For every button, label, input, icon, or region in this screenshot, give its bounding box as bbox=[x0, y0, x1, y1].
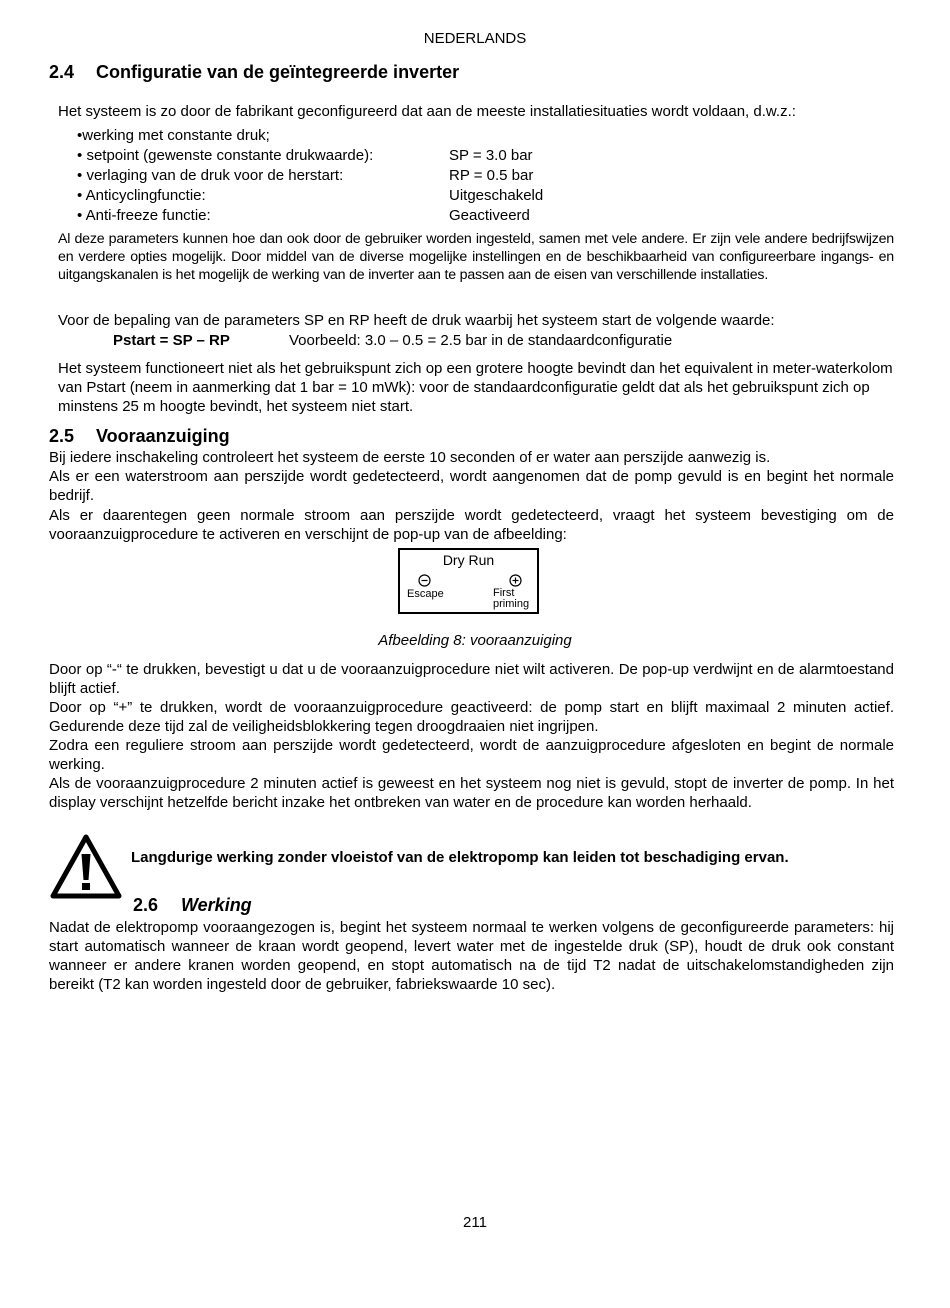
section-heading-2-5 bbox=[49, 426, 230, 447]
list-item-label: Anticyclingfunctie: bbox=[85, 187, 206, 204]
dry-run-popup bbox=[398, 548, 539, 614]
list-item-value: Uitgeschakeld bbox=[449, 187, 544, 204]
section-heading-2-4 bbox=[49, 62, 459, 83]
warning-triangle-icon bbox=[50, 834, 122, 900]
list-item-label: setpoint (gewenste constante drukwaarde): bbox=[86, 147, 374, 164]
list-item-label: Anti-freeze functie: bbox=[85, 207, 211, 224]
popup-escape-label: Escape bbox=[407, 588, 444, 600]
pstart-example: Voorbeeld: 3.0 – 0.5 = 2.5 bar in de standaardconfiguratie bbox=[289, 332, 673, 349]
list-item-value: SP = 3.0 bar bbox=[449, 147, 533, 164]
paragraph: Nadat de elektropomp vooraangezogen is, begint het systeem normaal te werken volgens de geconfigureerde parameters: hij start automatisch wanneer de kraan wordt geopend, levert water met de ingestelde druk (SP), houdt de druk ook constant wanneer er andere kranen worden geopend, en stopt automatisch na de tijd T2 nadat de uitschakelomstandigheden zijn bereikt (T2 kan worden ingesteld door de gebruiker, fabriekswaarde 10 sec). bbox=[49, 919, 894, 993]
section-title: Vooraanzuiging bbox=[96, 426, 230, 446]
bullet: • bbox=[77, 127, 83, 144]
paragraph: Bij iedere inschakeling controleert het systeem de eerste 10 seconden of er water aan perszijde aanwezig is. bbox=[49, 449, 771, 466]
paragraph: Als er een waterstroom aan perszijde wordt gedetecteerd, wordt aangenomen dat de pomp gevuld is en begint het normale bedrijf. bbox=[49, 468, 894, 504]
list-item bbox=[77, 186, 544, 206]
list-item-value: RP = 0.5 bar bbox=[449, 167, 534, 184]
bullet: • bbox=[77, 167, 83, 184]
page-number: 211 bbox=[463, 1214, 487, 1231]
popup-label-line: First bbox=[493, 587, 515, 599]
section-number: 2.5 bbox=[49, 426, 75, 446]
warning-text: Langdurige werking zonder vloeistof van de elektropomp kan leiden tot beschadiging ervan. bbox=[131, 849, 789, 866]
page-header: NEDERLANDS bbox=[423, 30, 527, 47]
list-item bbox=[77, 146, 533, 166]
paragraph: Als de vooraanzuigprocedure 2 minuten actief is geweest en het systeem nog niet is gevuld, stopt de inverter de pomp. In het display verschijnt hetzelfde bericht inzake het ontbreken van water en de procedure kan worden herhaald. bbox=[49, 775, 894, 811]
intro-paragraph: Het systeem is zo door de fabrikant geconfigureerd dat aan de meeste installatiesituaties wordt voldaan, d.w.z.: bbox=[58, 103, 796, 120]
bullet: • bbox=[77, 207, 83, 224]
section-heading-2-6 bbox=[133, 895, 252, 916]
bullet: • bbox=[77, 147, 83, 164]
paragraph: Door op “+” te drukken, wordt de vooraanzuigprocedure geactiveerd: de pomp start en blijft maximaal 2 minuten actief. Gedurende deze tijd zal de veiligheidsblokkering tegen droogdraaien niet ingrijpen. bbox=[49, 699, 894, 735]
list-item-label: verlaging van de druk voor de herstart: bbox=[86, 167, 344, 184]
paragraph: Zodra een reguliere stroom aan perszijde wordt gedetecteerd, wordt de aanzuigprocedure afgesloten en begint de normale werking. bbox=[49, 737, 894, 773]
pstart-formula: Pstart = SP – RP bbox=[113, 332, 230, 349]
popup-title: Dry Run bbox=[442, 552, 495, 568]
height-paragraph: Het systeem functioneert niet als het gebruikspunt zich op een grotere hoogte bevindt dan het equivalent in meter-waterkolom van Pstart (neem in aanmerking dat 1 bar = 10 mWk): voor de standaardconfiguratie geldt dat als het gebruikspunt zich op minstens 25 m hoogte bevindt, het systeem niet start. bbox=[58, 360, 893, 415]
paragraph: Als er daarentegen geen normale stroom aan perszijde wordt gedetecteerd, vraagt het systeem bevestiging om de vooraanzuigprocedure te activeren en verschijnt de pop-up van de afbeelding: bbox=[49, 507, 894, 543]
paragraph: Door op “-“ te drukken, bevestigt u dat u de vooraanzuigprocedure niet wilt activeren. De pop-up verdwijnt en de alarmtoestand blijft actief. bbox=[49, 661, 894, 697]
list-item-label: werking met constante druk; bbox=[82, 127, 270, 144]
section-title: Werking bbox=[181, 895, 252, 915]
section-number: 2.6 bbox=[133, 895, 159, 915]
bullet: • bbox=[77, 187, 83, 204]
section-title: Configuratie van de geïntegreerde inverter bbox=[96, 62, 460, 82]
list-item bbox=[77, 206, 530, 226]
popup-first-priming-label bbox=[493, 588, 529, 610]
list-item bbox=[77, 126, 270, 146]
parameters-paragraph: Al deze parameters kunnen hoe dan ook door de gebruiker worden ingesteld, samen met vele andere. Er zijn vele andere bedrijfswijzen en verdere opties mogelijk. Door middel van de diverse mogelijke instellingen en de beschikbaarheid van configureerbare ingangs- en uitgangskanalen is het mogelijk de werking van de inverter aan te passen aan de eisen van verschillende installaties. bbox=[58, 231, 894, 283]
pstart-paragraph: Voor de bepaling van de parameters SP en RP heeft de druk waarbij het systeem start de volgende waarde: bbox=[58, 312, 775, 329]
plus-circle-icon bbox=[509, 574, 522, 587]
popup-label-line: priming bbox=[493, 598, 530, 610]
list-item-value: Geactiveerd bbox=[449, 207, 530, 224]
section-number: 2.4 bbox=[49, 62, 75, 82]
figure-caption: Afbeelding 8: vooraanzuiging bbox=[378, 632, 572, 649]
minus-circle-icon bbox=[418, 574, 431, 587]
list-item bbox=[77, 166, 534, 186]
